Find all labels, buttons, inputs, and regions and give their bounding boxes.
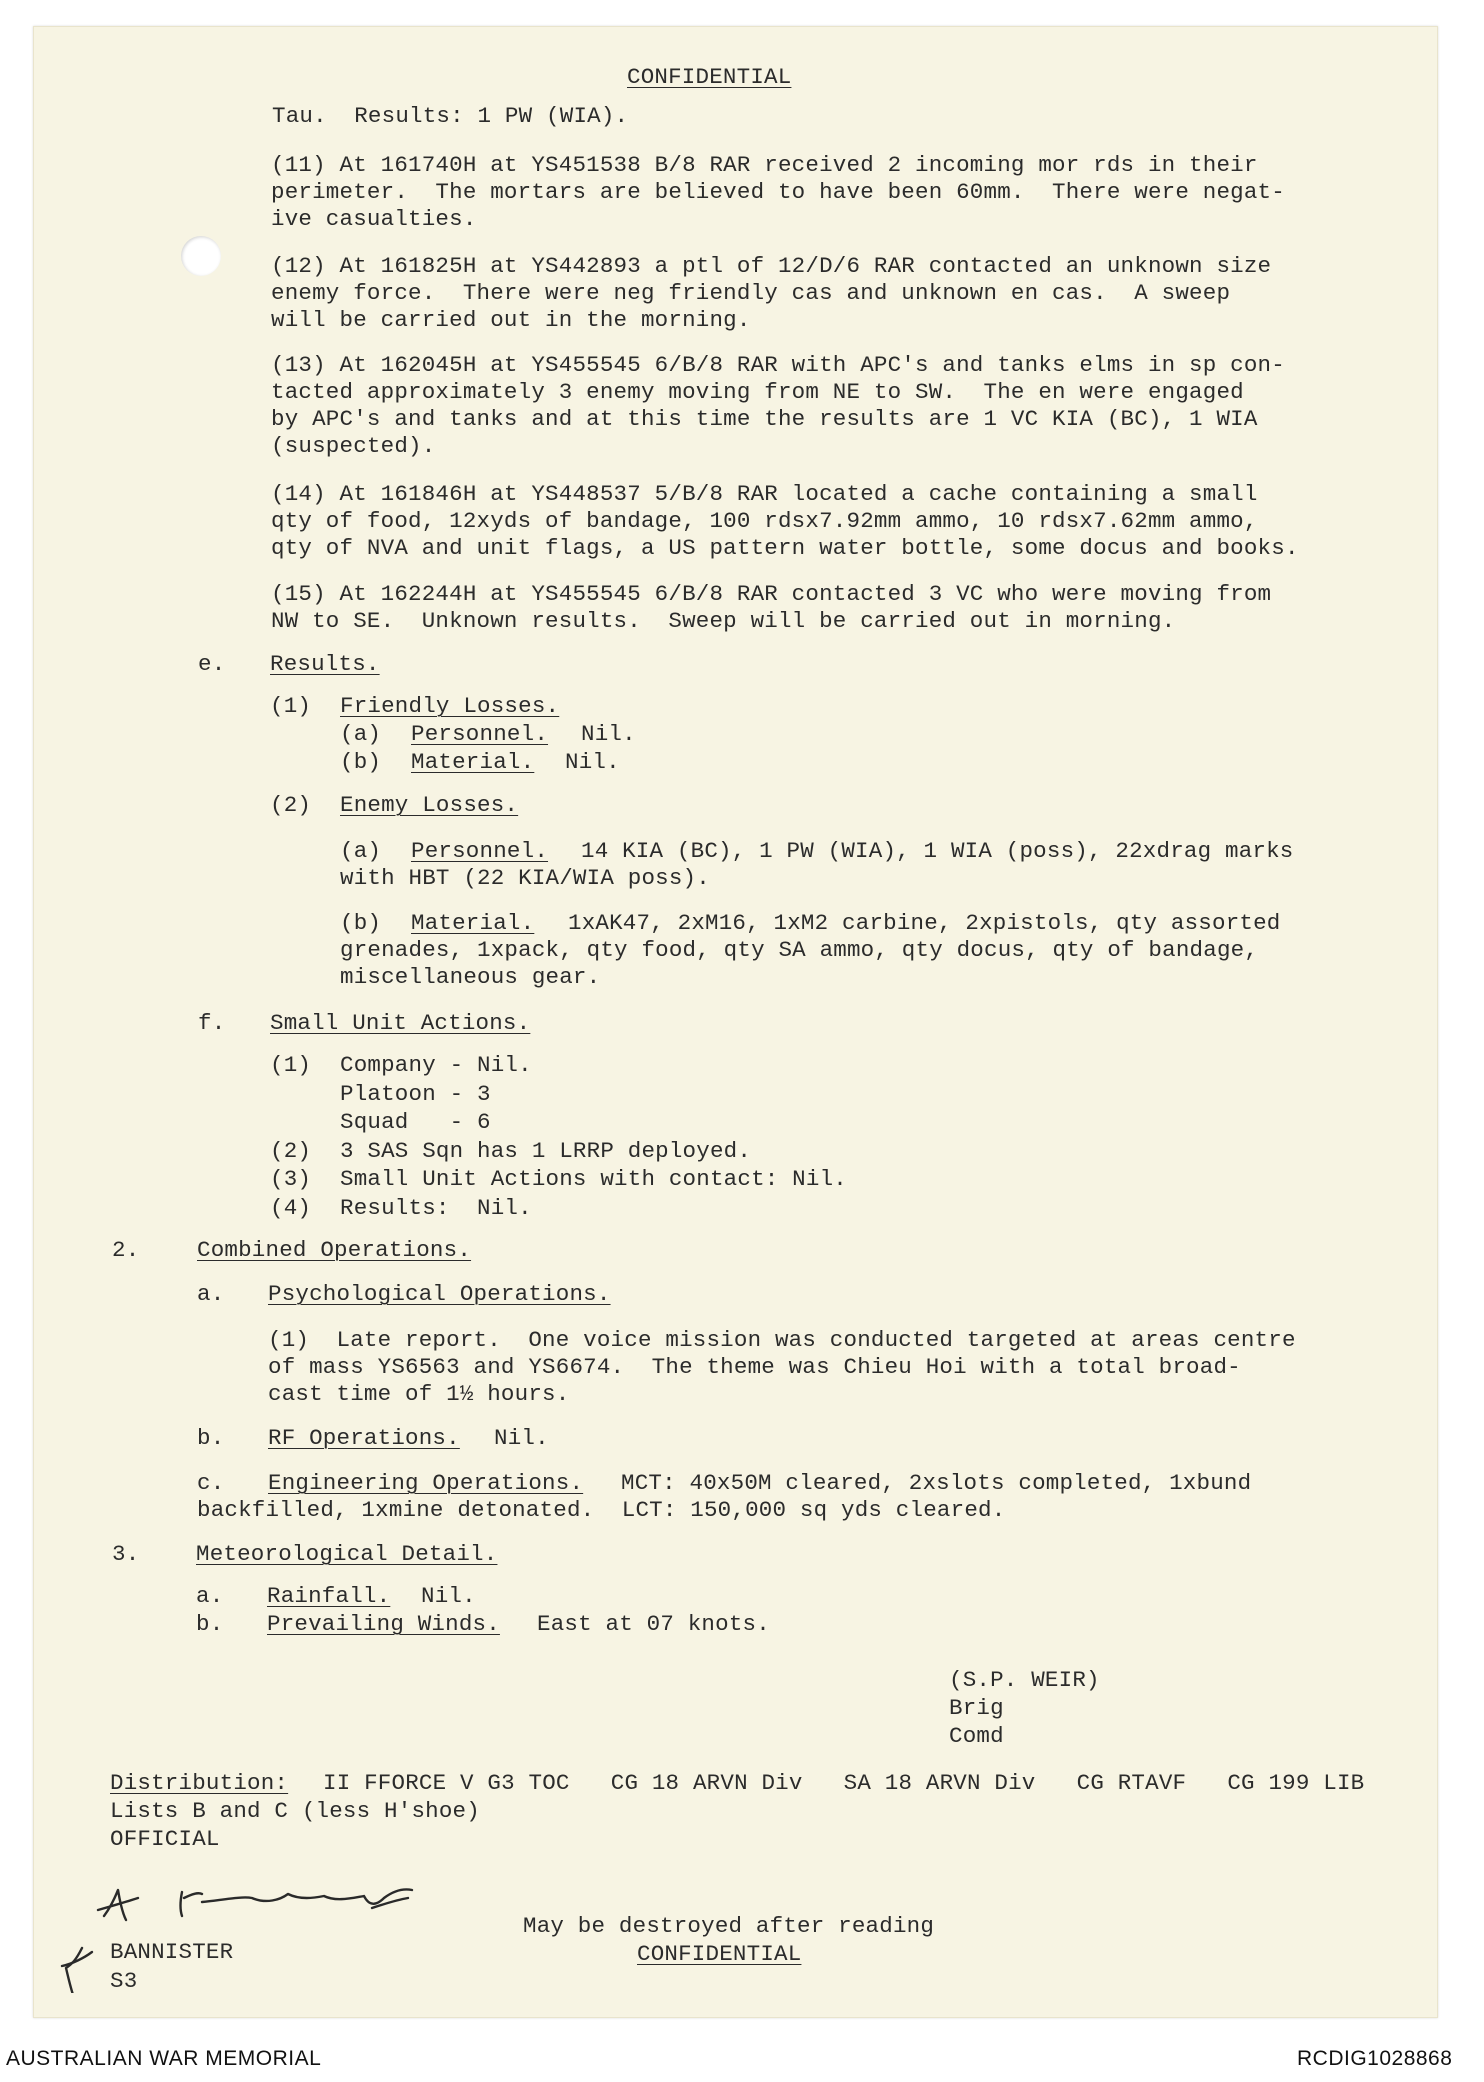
section-heading: Engineering Operations.	[268, 1470, 584, 1496]
text-line: Nil.	[494, 1425, 549, 1451]
section-letter: b.	[196, 1611, 224, 1637]
section-heading: Psychological Operations.	[268, 1281, 611, 1307]
subheading: Material.	[411, 749, 535, 775]
text-line: qty of food, 12xyds of bandage, 100 rdsx7.92mm ammo, 10 rdsx7.62mm ammo,	[271, 508, 1258, 534]
section-heading: Small Unit Actions.	[270, 1010, 531, 1036]
section-heading: Rainfall.	[267, 1583, 391, 1609]
section-number: 2.	[112, 1237, 140, 1263]
text-line: (14) At 161846H at YS448537 5/B/8 RAR located a cache containing a small	[271, 481, 1258, 507]
item-number: (1)	[270, 1052, 312, 1078]
text-line: Small Unit Actions with contact: Nil.	[340, 1166, 847, 1192]
text-line: Platoon - 3	[340, 1081, 491, 1107]
section-heading: Meteorological Detail.	[196, 1541, 498, 1567]
item-letter: (a)	[340, 721, 382, 747]
section-letter: e.	[198, 651, 226, 677]
text-line: 14 KIA (BC), 1 PW (WIA), 1 WIA (poss), 22xdrag marks	[581, 838, 1294, 864]
text-line: ive casualties.	[271, 206, 477, 232]
text-line: 1xAK47, 2xM16, 1xM2 carbine, 2xpistols, qty assorted	[568, 910, 1281, 936]
text-line: (1) Late report. One voice mission was conducted targeted at areas centre	[268, 1327, 1296, 1353]
text-line: cast time of 1½ hours.	[268, 1381, 570, 1407]
text-line: 3 SAS Sqn has 1 LRRP deployed.	[340, 1138, 752, 1164]
signatory-rank: Brig	[949, 1695, 1004, 1721]
item-letter: (b)	[340, 749, 382, 775]
item-number: (2)	[270, 1138, 312, 1164]
text-line: grenades, 1xpack, qty food, qty SA ammo, qty docus, qty of bandage,	[340, 937, 1259, 963]
section-letter: a.	[197, 1281, 225, 1307]
distribution-list: II FFORCE V G3 TOC CG 18 ARVN Div SA 18 ARVN Div CG RTAVF CG 199 LIB	[323, 1770, 1365, 1796]
section-letter: a.	[196, 1583, 224, 1609]
text-line: backfilled, 1xmine detonated. LCT: 150,000 sq yds cleared.	[197, 1497, 1006, 1523]
section-heading: Results.	[270, 651, 380, 677]
punch-hole	[181, 236, 221, 276]
text-line: (13) At 162045H at YS455545 6/B/8 RAR with APC's and tanks elms in sp con-	[271, 352, 1285, 378]
header-confidential: CONFIDENTIAL	[627, 64, 792, 90]
archive-id: RCDIG1028868	[1297, 2047, 1453, 2070]
text-line: Nil.	[565, 749, 620, 775]
section-letter: f.	[198, 1010, 226, 1036]
text-line: Squad - 6	[340, 1109, 491, 1135]
author-appointment: S3	[110, 1968, 138, 1994]
section-letter: c.	[197, 1470, 225, 1496]
section-letter: b.	[197, 1425, 225, 1451]
text-line: MCT: 40x50M cleared, 2xslots completed, 1xbund	[621, 1470, 1252, 1496]
official-label: OFFICIAL	[110, 1826, 220, 1852]
subheading: Personnel.	[411, 838, 549, 864]
item-number: (2)	[270, 792, 312, 818]
archive-name: AUSTRALIAN WAR MEMORIAL	[6, 2047, 322, 2070]
disposal-note: May be destroyed after reading	[523, 1913, 935, 1939]
text-line: Results: Nil.	[340, 1195, 532, 1221]
text-line: Tau. Results: 1 PW (WIA).	[272, 103, 629, 129]
section-heading: RF Operations.	[268, 1425, 460, 1451]
signatory-appointment: Comd	[949, 1723, 1004, 1749]
text-line: will be carried out in the morning.	[271, 307, 751, 333]
item-letter: (a)	[340, 838, 382, 864]
text-line: (11) At 161740H at YS451538 B/8 RAR received 2 incoming mor rds in their	[271, 152, 1258, 178]
text-line: qty of NVA and unit flags, a US pattern water bottle, some docus and books.	[271, 535, 1299, 561]
text-line: of mass YS6563 and YS6674. The theme was Chieu Hoi with a total broad-	[268, 1354, 1241, 1380]
signatory-name: (S.P. WEIR)	[949, 1667, 1100, 1693]
distribution-label: Distribution:	[110, 1770, 289, 1796]
text-line: Nil.	[421, 1583, 476, 1609]
text-line: with HBT (22 KIA/WIA poss).	[340, 865, 710, 891]
distribution-lists: Lists B and C (less H'shoe)	[110, 1798, 480, 1824]
section-heading: Combined Operations.	[197, 1237, 472, 1263]
item-number: (1)	[270, 693, 312, 719]
text-line: miscellaneous gear.	[340, 964, 601, 990]
text-line: tacted approximately 3 enemy moving from NE to SW. The en were engaged	[271, 379, 1244, 405]
section-number: 3.	[112, 1541, 140, 1567]
text-line: (15) At 162244H at YS455545 6/B/8 RAR contacted 3 VC who were moving from	[271, 581, 1272, 607]
text-line: East at 07 knots.	[537, 1611, 770, 1637]
text-line: (12) At 161825H at YS442893 a ptl of 12/D/6 RAR contacted an unknown size	[271, 253, 1272, 279]
text-line: Nil.	[581, 721, 636, 747]
text-line: (suspected).	[271, 433, 436, 459]
item-letter: (b)	[340, 910, 382, 936]
text-line: enemy force. There were neg friendly cas and unknown en cas. A sweep	[271, 280, 1231, 306]
text-line: Company - Nil.	[340, 1052, 532, 1078]
subheading: Material.	[411, 910, 535, 936]
item-number: (4)	[270, 1195, 312, 1221]
subheading: Enemy Losses.	[340, 792, 519, 818]
author-name: BANNISTER	[110, 1939, 234, 1965]
footer-confidential: CONFIDENTIAL	[637, 1941, 802, 1967]
text-line: NW to SE. Unknown results. Sweep will be carried out in morning.	[271, 608, 1176, 634]
item-number: (3)	[270, 1166, 312, 1192]
text-line: perimeter. The mortars are believed to have been 60mm. There were negat-	[271, 179, 1285, 205]
section-heading: Prevailing Winds.	[267, 1611, 500, 1637]
subheading: Personnel.	[411, 721, 549, 747]
subheading: Friendly Losses.	[340, 693, 560, 719]
text-line: by APC's and tanks and at this time the results are 1 VC KIA (BC), 1 WIA	[271, 406, 1258, 432]
